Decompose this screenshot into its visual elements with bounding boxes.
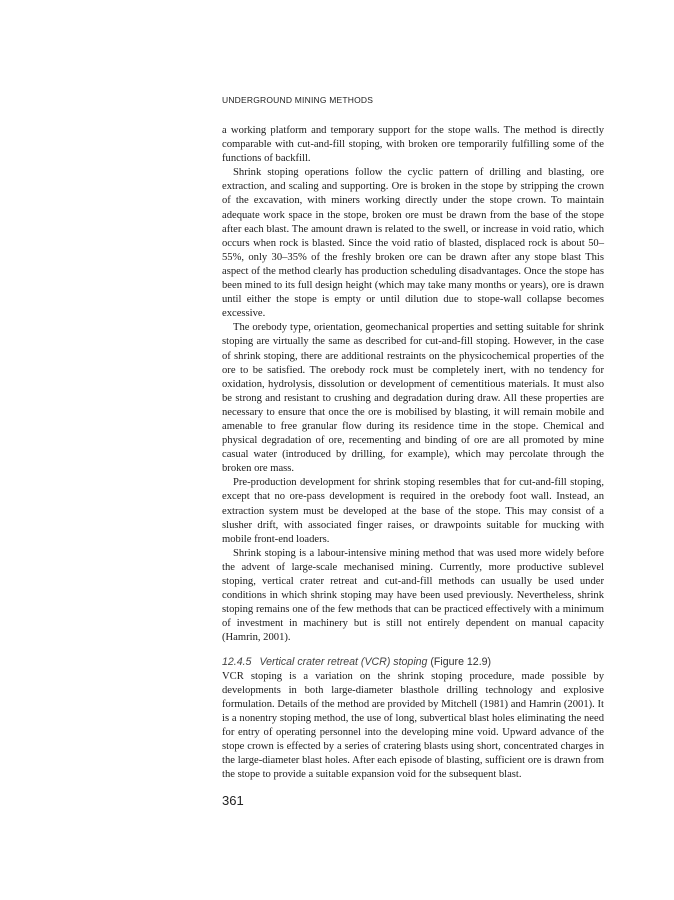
paragraph: The orebody type, orientation, geomechanical properties and setting suitable for shrink stoping are virtually the same as described for cut-and-fill stoping. However, in the case of shrink stoping, there are additional restraints on the physicochemical properties of the ore to be satisfied. The orebody rock must be completely inert, with no tendency for oxidation, hydrolysis, dissolution or development of cementitious materials. It must also be strong and resistant to crushing and degradation during draw. All these properties are necessary to ensure that once the ore is mobilised by blasting, it will remain mobile and amenable to free granular flow during its residence time in the stope. Chemical and physical degradation of ore, recementing and binding of ore are all promoted by mine casual water (introduced by drilling, for example), which may percolate through the broken ore mass.	[222, 322, 604, 475]
body-text	[222, 124, 604, 782]
subsection-number: 12.4.5	[222, 656, 252, 669]
paragraph: VCR stoping is a variation on the shrink stoping procedure, made possible by developments in both large-diameter blasthole drilling technology and explosive formulation. Details of the method are provided by Mitchell (1981) and Hamrin (2001). It is a nonentry stoping method, the use of long, subvertical blast holes eliminating the need for entry of operating personnel into the developing mine void. Upward advance of the stope crown is effected by a series of cratering blasts using short, concentrated charges in the large-diameter blast holes. After each episode of blasting, sufficient ore is drawn from the stope to provide a suitable expansion void for the subsequent blast.	[222, 670, 604, 781]
page-number: 361	[222, 793, 244, 808]
running-head: UNDERGROUND MINING METHODS	[222, 95, 374, 105]
subsection-heading	[222, 655, 604, 669]
figure-reference: (Figure 12.9)	[430, 656, 492, 669]
paragraph: Pre-production development for shrink stoping resembles that for cut-and-fill stoping, except that no ore-pass development is required in the orebody foot wall. Instead, an extraction system must be developed at the base of the stope. This may consist of a slusher drift, with associated finger raises, or drawpoints suitable for mucking with mobile front-end loaders.	[222, 477, 604, 545]
paragraph: a working platform and temporary support for the stope walls. The method is directly comparable with cut-and-fill stoping, with broken ore temporarily fulfilling some of the functions of backfill.	[222, 125, 604, 165]
paragraph: Shrink stoping is a labour-intensive mining method that was used more widely before the advent of large-scale mechanised mining. Currently, more productive sublevel stoping, vertical crater retreat and cut-and-fill methods can usually be used under conditions in which shrink stoping may have been used previously. Nevertheless, shrink stoping remains one of the few methods that can be practiced effectively with a minimum of investment in machinery but is still not entirely dependent on manual capacity (Hamrin, 2001).	[222, 547, 604, 644]
paragraph: Shrink stoping operations follow the cyclic pattern of drilling and blasting, ore extraction, and scaling and supporting. Ore is broken in the stope by stripping the crown of the excavation, with miners working directly under the stope crown. To maintain adequate work space in the stope, broken ore must be drawn from the base of the stope after each blast. The amount drawn is related to the swell, or increase in void ratio, which occurs when rock is blasted. Since the void ratio of blasted, displaced rock is about 50–55%, only 30–35% of the freshly broken ore can be drawn after any stope blast This aspect of the method clearly has production scheduling disadvantages. Once the stope has been mined to its full design height (which may take many months or years), ore is drawn until either the stope is empty or until dilution due to stope-wall collapse becomes excessive.	[222, 167, 604, 320]
subsection-title: Vertical crater retreat (VCR) stoping	[259, 656, 428, 669]
